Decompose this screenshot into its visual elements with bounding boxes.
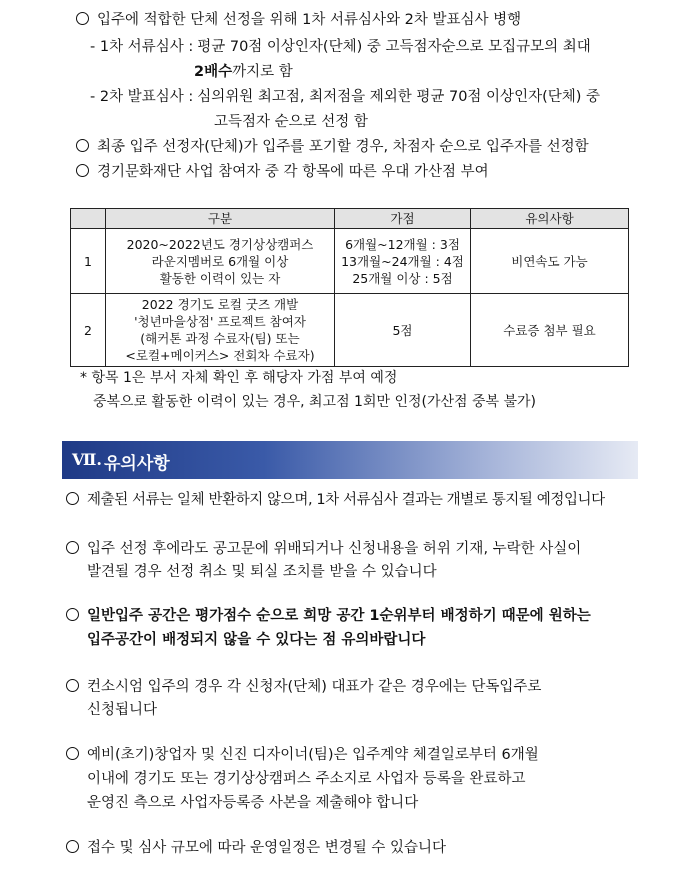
circle-bullet-icon	[76, 139, 89, 152]
category-line: 2022 경기도 로컬 굿즈 개발	[141, 297, 299, 312]
row-points	[335, 229, 471, 294]
final-selection-bullet	[76, 137, 589, 157]
row-note: 비연속도 가능	[471, 229, 629, 294]
category-line: (해커톤 과정 수료자(팀) 또는	[140, 331, 300, 346]
process-text: 입주에 적합한 단체 선정을 위해 1차 서류심사와 2차 발표심사 병행	[97, 12, 522, 28]
note-text: 제출된 서류는 일체 반환하지 않으며, 1차 서류심사 결과는 개별로 통지될 예정입니다	[87, 492, 605, 508]
bonus-text: 경기문화재단 사업 참여자 중 각 항목에 따른 우대 가산점 부여	[97, 164, 489, 180]
circle-bullet-icon	[66, 679, 79, 692]
note-item	[66, 490, 605, 510]
note-text: 접수 및 심사 규모에 따라 운영일정은 변경될 수 있습니다	[87, 840, 447, 856]
first-round-line	[90, 37, 591, 57]
table-header-category: 구분	[106, 209, 335, 229]
table-header-row	[71, 209, 629, 229]
first-round-line-2	[194, 62, 293, 82]
circle-bullet-icon	[66, 608, 79, 621]
points-line: 13개월~24개월 : 4점	[341, 253, 464, 269]
note-text: 일반입주 공간은 평가점수 순으로 희망 공간 1순위부터 배정하기 때문에 원하는	[87, 608, 591, 624]
first-round-text: 평균 70점 이상인자(단체) 중 고득점자순으로 모집규모의 최대	[197, 39, 591, 55]
note-item-important	[66, 606, 591, 626]
points-line: 6개월~12개월 : 3점	[345, 236, 460, 252]
circle-bullet-icon	[66, 840, 79, 853]
note-text-cont: 이내에 경기도 또는 경기상상캠퍼스 주소지로 사업자 등록을 완료하고	[87, 771, 526, 787]
bonus-criteria-table	[70, 208, 629, 367]
footnote-line-1: * 항목 1은 부서 자체 확인 후 해당자 가점 부여 예정	[80, 370, 398, 386]
table-header-notes: 유의사항	[471, 209, 629, 229]
second-round-label: - 2차 발표심사 :	[90, 89, 194, 105]
note-text-cont: 발견될 경우 선정 취소 및 퇴실 조치를 받을 수 있습니다	[87, 564, 437, 580]
section-banner	[62, 441, 638, 479]
second-round-text: 심의위원 최고점, 최저점을 제외한 평균 70점 이상인자(단체) 중	[197, 89, 601, 105]
circle-bullet-icon	[76, 12, 89, 25]
table-row	[71, 294, 629, 367]
section-title: 유의사항	[104, 454, 170, 474]
category-line: 2020~2022년도 경기상상캠퍼스	[126, 236, 314, 252]
note-item	[66, 677, 541, 697]
footnote-line-2: 중복으로 활동한 이력이 있는 경우, 최고점 1회만 인정(가산점 중복 불가)	[93, 394, 537, 410]
final-selection-text: 최종 입주 선정자(단체)가 입주를 포기할 경우, 차점자 순으로 입주자를 선정함	[97, 139, 589, 155]
note-text-cont: 신청됩니다	[87, 702, 158, 718]
category-line: <로컬+메이커스> 전회차 수료자)	[125, 348, 315, 363]
circle-bullet-icon	[66, 541, 79, 554]
note-item	[66, 838, 446, 858]
note-item	[66, 539, 581, 559]
first-round-tail: 까지로 함	[232, 64, 293, 80]
row-number: 2	[71, 294, 106, 367]
table-header-points: 가점	[335, 209, 471, 229]
circle-bullet-icon	[66, 747, 79, 760]
row-note: 수료증 첨부 필요	[471, 294, 629, 367]
category-line: '청년마을상점' 프로젝트 참여자	[134, 314, 306, 329]
note-text: 예비(초기)창업자 및 신진 디자이너(팀)은 입주계약 체결일로부터 6개월	[87, 747, 539, 763]
row-category	[106, 294, 335, 367]
note-text-cont: 입주공간이 배정되지 않을 수 있다는 점 유의바랍니다	[87, 632, 426, 648]
circle-bullet-icon	[76, 164, 89, 177]
note-text-cont: 운영진 측으로 사업자등록증 사본을 제출해야 합니다	[87, 795, 419, 811]
process-bullet	[76, 10, 521, 30]
points-line: 25개월 이상 : 5점	[352, 270, 453, 286]
table-header-number	[71, 209, 106, 229]
row-points: 5점	[335, 294, 471, 367]
category-line: 활동한 이력이 있는 자	[159, 270, 281, 286]
row-number: 1	[71, 229, 106, 294]
section-number: Ⅶ.	[72, 450, 102, 469]
note-text: 컨소시엄 입주의 경우 각 신청자(단체) 대표가 같은 경우에는 단독입주로	[87, 679, 542, 695]
table-row	[71, 229, 629, 294]
note-text: 입주 선정 후에라도 공고문에 위배되거나 신청내용을 허위 기재, 누락한 사실이	[87, 541, 582, 557]
note-item	[66, 745, 539, 765]
second-round-tail: 고득점자 순으로 선정 함	[214, 114, 368, 130]
circle-bullet-icon	[66, 492, 79, 505]
first-round-label: - 1차 서류심사 :	[90, 39, 194, 55]
second-round-line	[90, 87, 600, 107]
first-round-bold: 2배수	[194, 64, 233, 80]
row-category	[106, 229, 335, 294]
bonus-bullet	[76, 162, 489, 182]
category-line: 라운지멤버로 6개월 이상	[151, 253, 289, 269]
